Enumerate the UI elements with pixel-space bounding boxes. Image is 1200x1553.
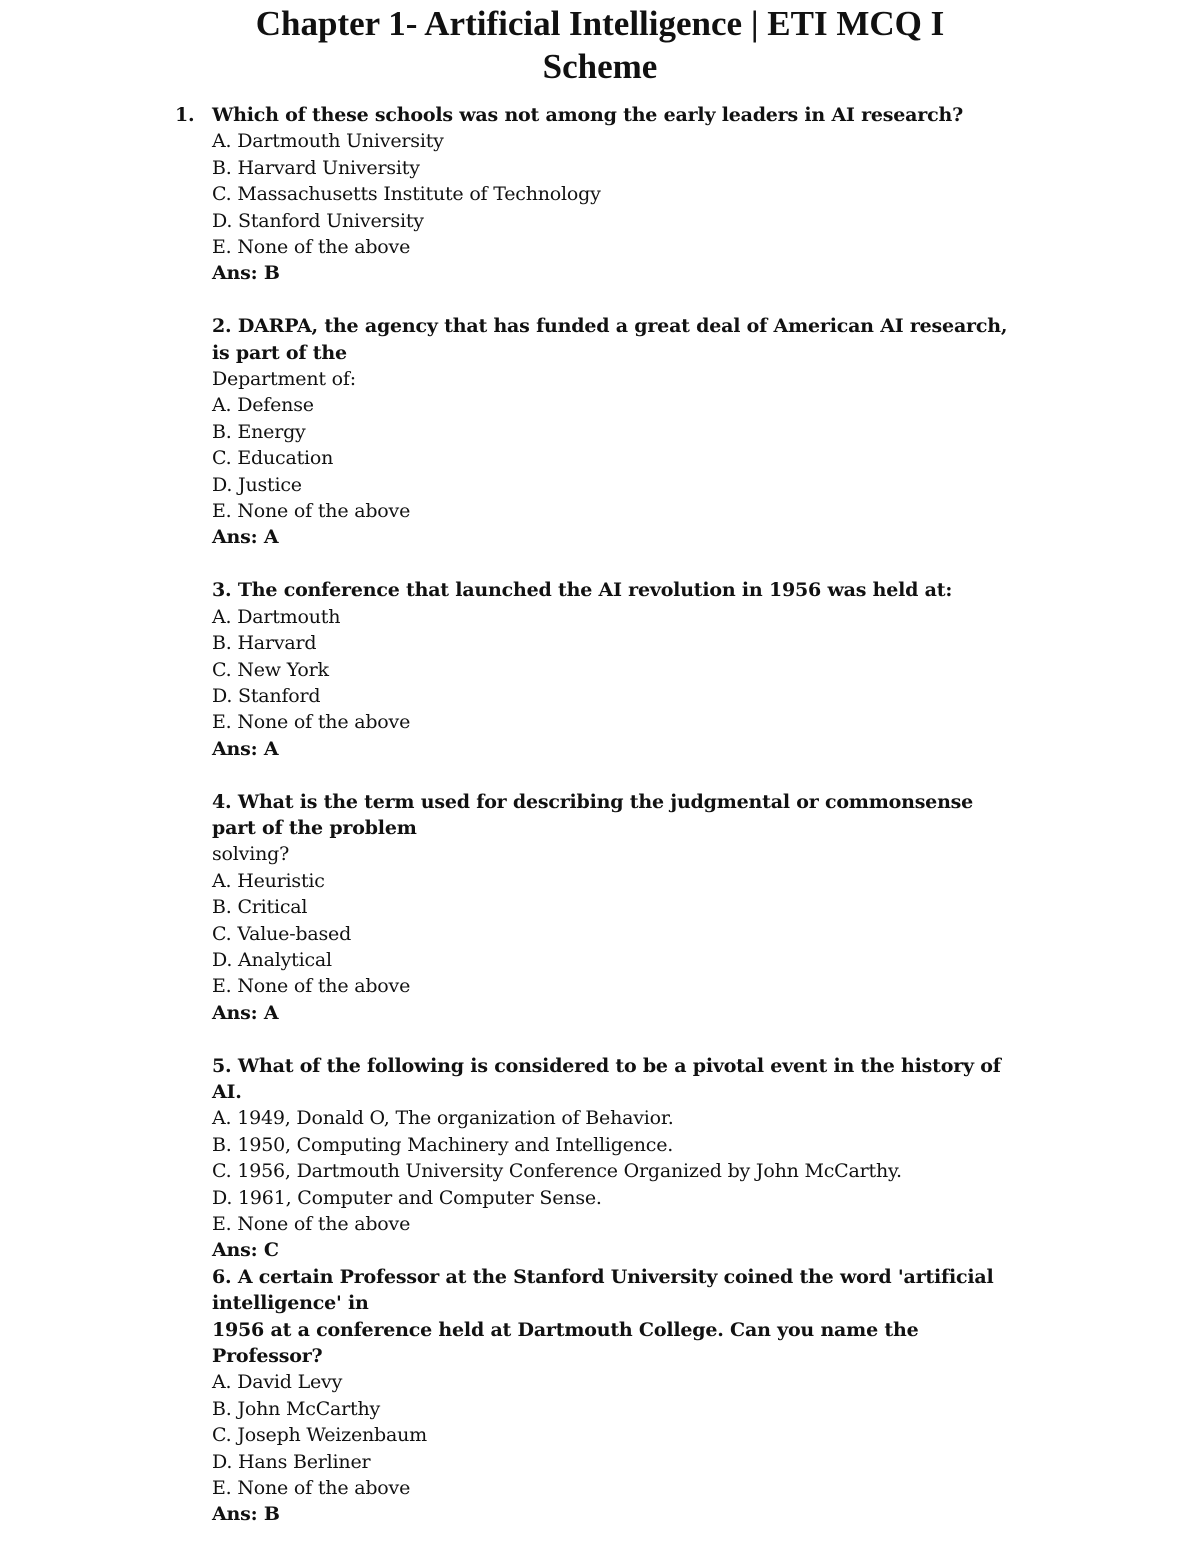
question-2-option-d: D. Justice — [212, 473, 302, 496]
question-4-text-line-2: part of the problem — [212, 816, 417, 839]
question-1-number: 1. — [175, 104, 195, 126]
question-6-option-a: A. David Levy — [212, 1371, 343, 1394]
question-1 — [175, 102, 1072, 287]
question-2-option-e: E. None of the above — [212, 500, 411, 523]
question-4-text-line-1: 4. What is the term used for describing the judgmental or commonsense — [212, 790, 974, 813]
question-1-option-e: E. None of the above — [212, 236, 411, 259]
question-3-option-b: B. Harvard — [212, 632, 317, 655]
question-3-option-e: E. None of the above — [212, 711, 411, 734]
title-line-2: Scheme — [542, 47, 658, 86]
page-title — [0, 2, 1200, 88]
question-4-option-d: D. Analytical — [212, 948, 332, 971]
question-6-text-line-4: Professor? — [212, 1345, 323, 1368]
question-4-option-e: E. None of the above — [212, 975, 411, 998]
question-2 — [212, 313, 1072, 551]
question-1-option-d: D. Stanford University — [212, 209, 424, 232]
question-6-answer: Ans: B — [212, 1503, 280, 1526]
question-4 — [212, 789, 1072, 1027]
title-line-1: Chapter 1- Artificial Intelligence | ETI MCQ I — [255, 4, 945, 43]
question-2-text-line-1: 2. DARPA, the agency that has funded a great deal of American AI research, — [212, 315, 1008, 338]
question-1-option-c: C. Massachusetts Institute of Technology — [212, 183, 601, 206]
question-6-text-line-1: 6. A certain Professor at the Stanford University coined the word 'artificial — [212, 1265, 994, 1288]
question-1-option-b: B. Harvard University — [212, 156, 420, 179]
question-list — [175, 102, 1072, 1528]
question-6-text-line-2: intelligence' in — [212, 1292, 369, 1315]
question-6-option-d: D. Hans Berliner — [212, 1450, 371, 1473]
question-1-answer: Ans: B — [212, 262, 280, 285]
question-3-text: 3. The conference that launched the AI revolution in 1956 was held at: — [212, 579, 953, 602]
question-5-option-d: D. 1961, Computer and Computer Sense. — [212, 1186, 602, 1209]
question-5-text-line-1: 5. What of the following is considered to be a pivotal event in the history of — [212, 1054, 1001, 1077]
question-2-option-a: A. Defense — [212, 394, 314, 417]
question-5-option-e: E. None of the above — [212, 1213, 411, 1235]
question-6-text-line-3: 1956 at a conference held at Dartmouth College. Can you name the — [212, 1318, 919, 1341]
question-4-answer: Ans: A — [212, 1001, 279, 1024]
question-3-answer: Ans: A — [212, 737, 279, 760]
question-5-option-c: C. 1956, Dartmouth University Conference Organized by John McCarthy. — [212, 1160, 902, 1183]
question-2-continuation: Department of: — [212, 368, 356, 391]
question-2-text-line-2: is part of the — [212, 341, 347, 364]
question-6 — [212, 1264, 1072, 1528]
question-4-option-b: B. Critical — [212, 896, 308, 919]
question-2-option-c: C. Education — [212, 447, 334, 470]
question-5-answer: Ans: C — [212, 1239, 279, 1262]
question-1-option-a: A. Dartmouth University — [212, 130, 444, 153]
question-6-option-b: B. John McCarthy — [212, 1397, 381, 1420]
question-4-continuation: solving? — [212, 843, 290, 866]
question-1-text: Which of these schools was not among the early leaders in AI research? — [212, 104, 964, 126]
question-5 — [212, 1053, 1072, 1264]
question-3-option-d: D. Stanford — [212, 684, 321, 707]
question-4-option-c: C. Value-based — [212, 922, 352, 945]
question-3-option-c: C. New York — [212, 658, 329, 681]
question-4-option-a: A. Heuristic — [212, 869, 325, 892]
question-6-option-c: C. Joseph Weizenbaum — [212, 1424, 427, 1447]
question-3 — [212, 577, 1072, 762]
question-5-text-line-2: AI. — [212, 1080, 242, 1103]
question-2-answer: Ans: A — [212, 526, 279, 549]
question-2-option-b: B. Energy — [212, 420, 306, 443]
question-6-option-e: E. None of the above — [212, 1477, 411, 1500]
question-3-option-a: A. Dartmouth — [212, 605, 341, 628]
question-5-option-b: B. 1950, Computing Machinery and Intelligence. — [212, 1133, 674, 1156]
question-5-option-a: A. 1949, Donald O, The organization of Behavior. — [212, 1107, 674, 1130]
